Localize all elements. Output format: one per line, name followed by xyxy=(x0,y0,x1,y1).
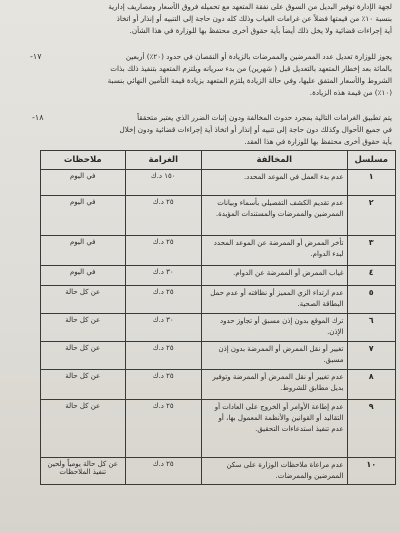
row-offense: عدم تقديم الكشف التفصيلي بأسماء وبيانات الممرضين والممرضات والمستندات المؤيدة. xyxy=(201,196,347,236)
row-serial: ١ xyxy=(347,170,396,196)
row-serial: ٤ xyxy=(347,266,396,286)
row-notes: في اليوم xyxy=(41,170,126,196)
table-row xyxy=(41,370,396,400)
clause-number: -١٧ xyxy=(30,52,42,61)
table-row xyxy=(41,286,396,314)
row-serial: ٢ xyxy=(347,196,396,236)
body-line: لجهة الإدارة توفير البديل من السوق على نفقة المتعهد مع تحميله فروق الأسعار ومصاريف إدارية xyxy=(108,2,392,11)
body-line: بأية حقوق أخرى محتفظ بها للوزارة في هذا العقد. xyxy=(244,137,392,146)
row-fine: ٣٠ د.ك xyxy=(125,314,201,342)
row-serial: ٩ xyxy=(347,400,396,458)
row-fine: ٢٥ د.ك xyxy=(125,286,201,314)
row-notes: عن كل حالة يومياً ولحين تنفيذ الملاحظات xyxy=(41,458,126,485)
col-header-fine: الغرامة xyxy=(125,151,201,170)
row-offense: تغيير أو نقل الممرض أو الممرضة بدون إذن مسبق. xyxy=(201,342,347,370)
col-header-notes: ملاحظات xyxy=(41,151,126,170)
table-header-row xyxy=(41,151,396,170)
body-line: أية إجراءات قضائية ولا يخل ذلك أيضاً بأية حقوق أخرى محتفظ بها للوزارة في هذا الشأن. xyxy=(129,26,392,35)
col-header-serial: مسلسل xyxy=(347,151,396,170)
table-row xyxy=(41,236,396,266)
table-row xyxy=(41,342,396,370)
row-fine: ٢٥ د.ك xyxy=(125,196,201,236)
body-line: يتم تطبيق الغرامات التالية بمجرد حدوث المخالفة ودون إثبات الضرر الذي يعتبر متحققاً xyxy=(137,113,392,122)
row-notes: عن كل حالة xyxy=(41,286,126,314)
row-offense: عدم مراعاة ملاحظات الوزارة على سكن الممرضين والممرضات. xyxy=(201,458,347,485)
body-line: يجوز للوزارة تعديل عدد الممرضين والممرضات بالزيادة أو النقصان في حدود (٢٠٪) أربعين xyxy=(125,52,392,61)
col-header-offense: المخالفة xyxy=(201,151,347,170)
row-notes: في اليوم xyxy=(41,196,126,236)
table-row xyxy=(41,266,396,286)
row-offense: عدم ارتداء الزي المميز أو نظافته أو عدم حمل البطاقة الصحية. xyxy=(201,286,347,314)
row-notes: في اليوم xyxy=(41,266,126,286)
row-fine: ٢٥ د.ك xyxy=(125,400,201,458)
row-offense: عدم تغيير أو نقل الممرض أو الممرضة وتوفير بديل مطابق للشروط. xyxy=(201,370,347,400)
row-serial: ٥ xyxy=(347,286,396,314)
row-offense: ترك الموقع بدون إذن مسبق أو تجاوز حدود الإذن. xyxy=(201,314,347,342)
row-offense: عدم إطاعة الأوامر أو الخروج على العادات أو التقاليد أو القوانين والأنظمة المعمول بها، أو عدم تنفيذ استدعاءات التحقيق. xyxy=(201,400,347,458)
row-offense: عدم بدء العمل في الموعد المحدد. xyxy=(201,170,347,196)
row-notes: في اليوم xyxy=(41,236,126,266)
row-notes: عن كل حالة xyxy=(41,342,126,370)
table-row xyxy=(41,170,396,196)
row-notes: عن كل حالة xyxy=(41,314,126,342)
table-row xyxy=(41,314,396,342)
row-serial: ١٠ xyxy=(347,458,396,485)
row-fine: ٣٠ د.ك xyxy=(125,266,201,286)
violations-table xyxy=(40,150,396,485)
body-line: الشروط والأسعار المتفق عليها، وفي حالة الزيادة يلتزم المتعهد بزيادة قيمة التأمين النهائي بنسبة xyxy=(107,76,392,85)
row-serial: ٨ xyxy=(347,370,396,400)
body-line: في جميع الأحوال وكذلك دون حاجة إلى تنبيه أو إنذار أو اتخاذ أية إجراءات قضائية ودون إخلال xyxy=(119,125,392,134)
row-notes: عن كل حالة xyxy=(41,400,126,458)
row-notes: عن كل حالة xyxy=(41,370,126,400)
table-row xyxy=(41,458,396,485)
clause-number: -١٨ xyxy=(32,113,44,122)
row-offense: تأخر الممرض أو الممرضة عن الموعد المحدد لبدء الدوام. xyxy=(201,236,347,266)
row-offense: غياب الممرض أو الممرضة عن الدوام. xyxy=(201,266,347,286)
body-line: بنسبة ١٠٪ من قيمتها فضلاً عن غرامات الغياب وذلك كله دون حاجة إلى التنبيه أو إنذار أو اتخاذ xyxy=(116,14,392,23)
table-row xyxy=(41,400,396,458)
row-fine: ٢٥ د.ك xyxy=(125,370,201,400)
row-fine: ١٥٠ د.ك xyxy=(125,170,201,196)
row-fine: ٢٥ د.ك xyxy=(125,236,201,266)
row-fine: ٢٥ د.ك xyxy=(125,458,201,485)
body-line: (١٠٪) من قيمة هذه الزيادة. xyxy=(309,88,392,97)
row-serial: ٧ xyxy=(347,342,396,370)
row-fine: ٢٥ د.ك xyxy=(125,342,201,370)
row-serial: ٣ xyxy=(347,236,396,266)
table-row xyxy=(41,196,396,236)
row-serial: ٦ xyxy=(347,314,396,342)
body-line: بالمائة بعد إخطار المتعهد بالتعديل قبل ( شهرين) من بدء سريانه ويلتزم المتعهد بتنفيذ ذلك بذات xyxy=(110,64,392,73)
